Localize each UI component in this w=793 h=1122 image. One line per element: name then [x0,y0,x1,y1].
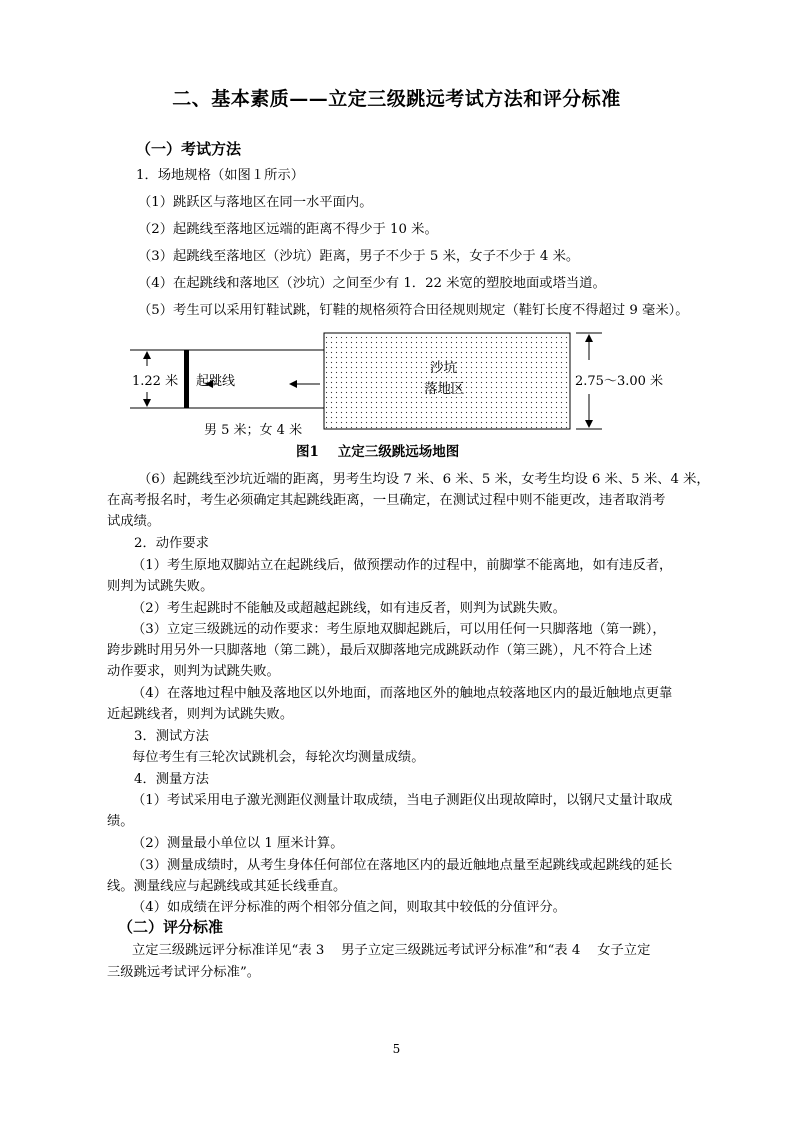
action-line-2: 则判为试跳失败。 [107,579,214,594]
distance-label: 男 5 米；女 4 米 [204,423,303,438]
measure-line-6: （4）如成绩在评分标准的两个相邻分值之间，则取其中较低的分值评分。 [132,900,566,915]
pit-label-landing: 落地区 [424,381,465,397]
site-spec-heading: 1．场地规格（如图１所示） [136,168,305,183]
action-line-3: （2）考生起跳时不能触及或超越起跳线，如有违反者，则判为试跳失败。 [132,601,566,616]
section-heading-scoring: （二）评分标准 [118,918,224,936]
action-line-4: （3）立定三级跳远的动作要求：考生原地双脚起跳后，可以用任何一只脚落地（第一跳）， [132,622,666,637]
site-diagram [130,326,670,464]
measure-line-2: 绩。 [107,814,134,829]
item-6-line-3: 试成绩。 [107,514,161,529]
test-method-text: 每位考生有三轮次试跳机会，每轮次均测量成绩。 [132,750,425,765]
section-heading-methods: （一）考试方法 [136,140,242,158]
takeoff-line-label: 起跳线 [196,374,236,389]
site-item-2: （2）起跳线至落地区远端的距离不得少于 10 米。 [138,222,438,237]
scoring-line-1: 立定三级跳远评分标准详见“表 3 男子立定三级跳远考试评分标准”和“表 4 女子立定 [132,943,651,958]
measure-line-4: （3）测量成绩时，从考生身体任何部位在落地区内的最近触地点量至起跳线或起跳线的延长 [132,858,673,873]
site-item-1: （1）跳跃区与落地区在同一水平面内。 [138,195,373,210]
action-line-6: 动作要求，则判为试跳失败。 [107,664,280,679]
site-item-3: （3）起跳线至落地区（沙坑）距离，男子不少于 5 米，女子不少于 4 米。 [138,249,580,264]
action-line-7: （4）在落地过程中触及落地区以外地面，而落地区外的触地点较落地区内的最近触地点更靠 [132,686,673,701]
figure-caption: 图1 立定三级跳远场地图 [296,444,460,460]
site-item-5: （5）考生可以采用钉鞋试跳，钉鞋的规格须符合田径规则规定（鞋钉长度不得超过 9 毫米）。 [138,303,689,318]
item-6-line-2: 在高考报名时，考生必须确定其起跳线距离，一旦确定，在测试过程中则不能更改，违者取消考 [107,493,666,508]
action-line-5: 跨步跳时用另外一只脚落地（第二跳），最后双脚落地完成跳跃动作（第三跳），凡不符合上述 [107,643,653,658]
measure-line-5: 线。测量线应与起跳线或其延长线垂直。 [107,879,347,894]
page-number: 5 [392,1042,401,1056]
action-line-8: 近起跳线者，则判为试跳失败。 [107,707,294,722]
action-line-1: （1）考生原地双脚站立在起跳线后，做预摆动作的过程中，前脚掌不能离地，如有违反者， [132,558,673,573]
pit-width-label: 2.75～3.00 米 [575,371,663,392]
item-6-line-1: （6）起跳线至沙坑近端的距离，男考生均设 7 米、6 米、5 米，女考生均设 6 米、5 米、4 米， [138,472,710,487]
scoring-line-2: 三级跳远考试评分标准”。 [107,965,261,980]
test-method-heading: 3．测试方法 [134,729,209,744]
pit-label-sand: 沙坑 [430,360,457,376]
action-heading: 2．动作要求 [134,536,209,551]
takeoff-line-bar [184,350,189,408]
measure-line-1: （1）考试采用电子激光测距仪测量计取成绩，当电子测距仪出现故障时，以钢尺丈量计取成 [132,793,673,808]
runway-width-label: 1.22 米 [132,371,178,392]
page-title: 二、基本素质——立定三级跳远考试方法和评分标准 [172,88,621,110]
measure-line-3: （2）测量最小单位以 1 厘米计算。 [132,836,344,851]
measure-heading: 4．测量方法 [134,772,209,787]
site-item-4: （4）在起跳线和落地区（沙坑）之间至少有 1．22 米宽的塑胶地面或塔当道。 [138,276,606,291]
